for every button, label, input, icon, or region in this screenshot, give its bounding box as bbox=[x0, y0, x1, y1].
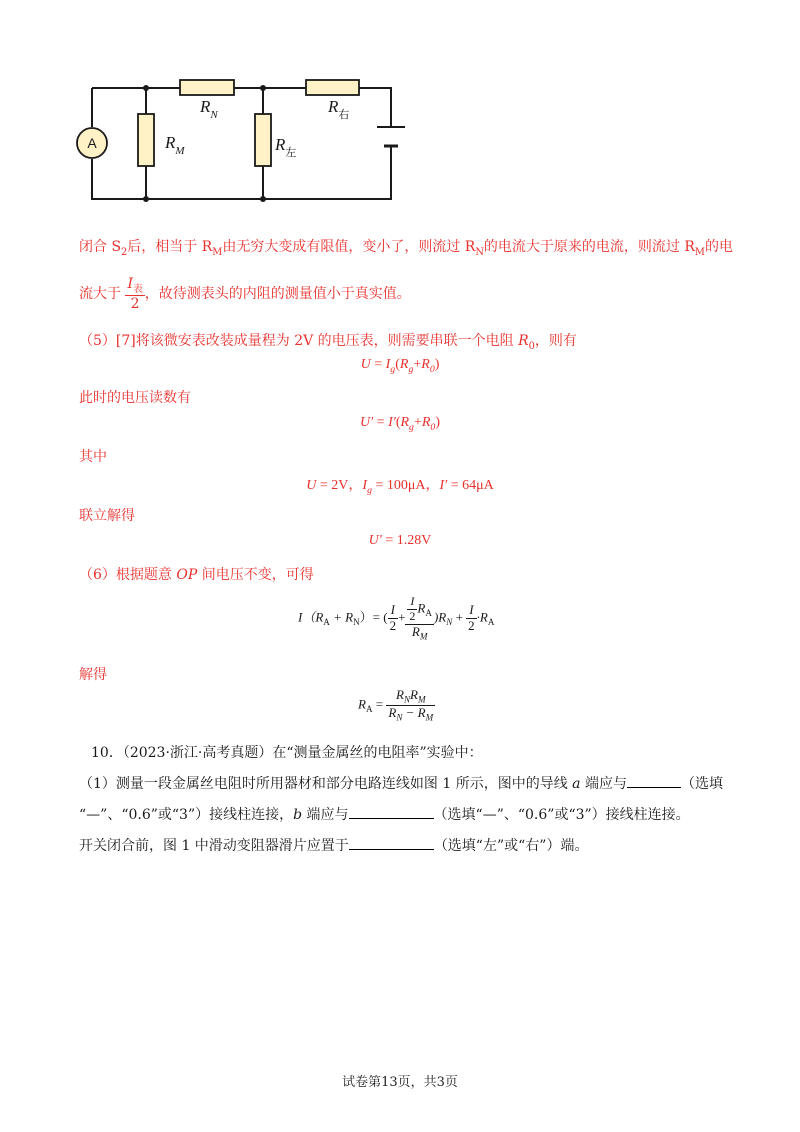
q10-line-3: 开关闭合前，图 1 中滑动变阻器滑片应置于 （选填“左”或“右”）端。 bbox=[79, 835, 588, 855]
q10-line-2: “—”、“0.6”或“3”）接线柱连接，b 端应与 （选填“—”、“0.6”或“3”）接线柱连接。 bbox=[79, 804, 690, 824]
solved-label: 解得 bbox=[79, 667, 107, 683]
solve-label: 联立解得 bbox=[79, 508, 135, 524]
q10-line-1: （1）测量一段金属丝电阻时所用器材和部分电路连线如图 1 所示，图中的导线 a 端应与 （选填 bbox=[79, 773, 723, 793]
resistor-ryou bbox=[306, 80, 359, 95]
resistor-rzuo bbox=[255, 114, 271, 166]
q6-line: （6）根据题意 OP 间电压不变，可得 bbox=[79, 567, 314, 583]
answer-blank-c[interactable] bbox=[349, 835, 434, 850]
label-ryou: R bbox=[328, 97, 339, 116]
reading-label: 此时的电压读数有 bbox=[79, 390, 191, 406]
label-rn: R bbox=[200, 97, 211, 116]
resistor-rn bbox=[180, 80, 234, 95]
answer-blank-a[interactable] bbox=[627, 773, 681, 788]
page-footer: 试卷第13页，共3页 bbox=[342, 1075, 458, 1090]
label-rm: R bbox=[165, 133, 176, 152]
q10-header: 10．（2023·浙江·高考真题）在“测量金属丝的电阻率”实验中： bbox=[91, 745, 483, 761]
where-label: 其中 bbox=[79, 449, 107, 465]
equation-1: $U = I_g(R_g+R_0)$ bbox=[360, 357, 440, 375]
resistor-rm bbox=[138, 114, 154, 166]
circuit-diagram bbox=[0, 0, 800, 220]
label-rzuo: R bbox=[275, 135, 286, 154]
equation-5: $I(R_A + R_N)=$ ( $\frac{I}{2}$ + $\frac{I}{2}$ $R_A$ $R_M$ )$R_N$ + $\frac{I}{2}$ $\cdot R_A$ bbox=[298, 594, 495, 642]
q5-line: （5）[7]将该微安表改装成量程为 2V 的电压表，则需要串联一个电阻 $R_0$，则有 bbox=[79, 333, 577, 352]
fraction-i-over-2: $\frac{I_表}{2}$ bbox=[127, 276, 143, 313]
equation-4: U′ = 1.28V bbox=[368, 533, 432, 548]
answer-blank-b[interactable] bbox=[349, 804, 434, 819]
ammeter-label: A bbox=[87, 135, 97, 151]
equation-6: $R_A$ = $\frac{R_NR_M}{R_N - R_M}$ bbox=[358, 687, 434, 723]
svg-text:RN: $R_N$ bbox=[200, 97, 218, 121]
svg-text:R右: $R_右$ bbox=[328, 97, 350, 121]
equation-2: $U' = I'(R_g+R_0)$ bbox=[359, 415, 440, 433]
equation-3: U = 2V，$I_g = 100\mu A$，I′ = 64μA bbox=[306, 478, 494, 496]
explanation-line-1: 闭合 $S_2$后，相当于 $R_M$由无穷大变成有限值，变小了，则流过 $R_N$的电流大于原来的电流，则流过 $R_M$的电 bbox=[79, 239, 733, 258]
svg-text:R左: $R_左$ bbox=[275, 135, 297, 159]
explanation-line-2: 流大于 $\frac{I_表}{2}$ ，故待测表头的内阻的测量值小于真实值。 bbox=[79, 276, 411, 313]
svg-text:RM: $R_M$ bbox=[165, 133, 185, 157]
